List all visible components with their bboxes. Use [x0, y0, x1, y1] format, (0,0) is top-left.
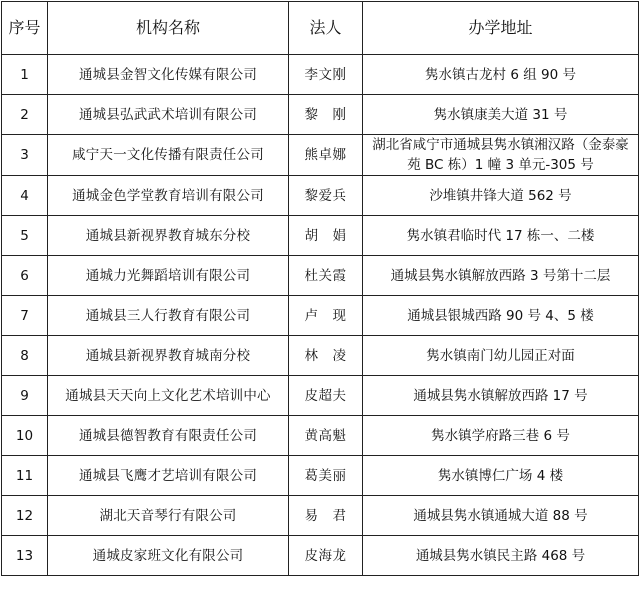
- header-serial-number: 序号: [2, 2, 48, 55]
- table-row: [2, 296, 639, 336]
- cell-address: 隽水镇南门幼儿园正对面: [363, 336, 639, 376]
- cell-institution-name: 通城县飞鹰才艺培训有限公司: [48, 456, 289, 496]
- cell-serial-number: 10: [2, 416, 48, 456]
- cell-serial-number: 6: [2, 256, 48, 296]
- cell-address: 隽水镇博仁广场 4 楼: [363, 456, 639, 496]
- cell-legal-person: 胡 娟: [289, 216, 363, 256]
- cell-institution-name: 咸宁天一文化传播有限责任公司: [48, 135, 289, 176]
- cell-address: 通城县隽水镇解放西路 17 号: [363, 376, 639, 416]
- cell-institution-name: 通城县金智文化传媒有限公司: [48, 55, 289, 95]
- table-row: [2, 376, 639, 416]
- header-legal-person: 法人: [289, 2, 363, 55]
- cell-legal-person: 黎爱兵: [289, 176, 363, 216]
- cell-serial-number: 5: [2, 216, 48, 256]
- cell-address: 通城县隽水镇民主路 468 号: [363, 536, 639, 576]
- table-row: [2, 256, 639, 296]
- table-row: [2, 216, 639, 256]
- header-institution-name: 机构名称: [48, 2, 289, 55]
- cell-address: 隽水镇学府路三巷 6 号: [363, 416, 639, 456]
- cell-institution-name: 通城县新视界教育城南分校: [48, 336, 289, 376]
- cell-institution-name: 通城金色学堂教育培训有限公司: [48, 176, 289, 216]
- table-row: [2, 416, 639, 456]
- institution-table: [1, 1, 639, 576]
- cell-address: 隽水镇古龙村 6 组 90 号: [363, 55, 639, 95]
- table-row: [2, 456, 639, 496]
- cell-institution-name: 通城县德智教育有限责任公司: [48, 416, 289, 456]
- cell-serial-number: 2: [2, 95, 48, 135]
- cell-legal-person: 卢 现: [289, 296, 363, 336]
- cell-address: 通城县隽水镇通城大道 88 号: [363, 496, 639, 536]
- cell-legal-person: 葛美丽: [289, 456, 363, 496]
- cell-serial-number: 7: [2, 296, 48, 336]
- cell-legal-person: 杜关霞: [289, 256, 363, 296]
- cell-legal-person: 易 君: [289, 496, 363, 536]
- cell-institution-name: 通城县三人行教育有限公司: [48, 296, 289, 336]
- cell-legal-person: 皮海龙: [289, 536, 363, 576]
- cell-address: 沙堆镇井锋大道 562 号: [363, 176, 639, 216]
- cell-address: 湖北省咸宁市通城县隽水镇湘汉路（金泰豪苑 BC 栋）1 幢 3 单元-305 号: [363, 135, 639, 176]
- cell-serial-number: 4: [2, 176, 48, 216]
- cell-legal-person: 李文刚: [289, 55, 363, 95]
- cell-address: 隽水镇君临时代 17 栋一、二楼: [363, 216, 639, 256]
- cell-address: 隽水镇康美大道 31 号: [363, 95, 639, 135]
- cell-address: 通城县银城西路 90 号 4、5 楼: [363, 296, 639, 336]
- cell-address: 通城县隽水镇解放西路 3 号第十二层: [363, 256, 639, 296]
- header-address: 办学地址: [363, 2, 639, 55]
- table-row: [2, 536, 639, 576]
- table-row: [2, 176, 639, 216]
- table-body: [2, 55, 639, 576]
- cell-serial-number: 9: [2, 376, 48, 416]
- cell-serial-number: 3: [2, 135, 48, 176]
- cell-serial-number: 8: [2, 336, 48, 376]
- cell-legal-person: 黎 刚: [289, 95, 363, 135]
- cell-serial-number: 11: [2, 456, 48, 496]
- cell-institution-name: 通城皮家班文化有限公司: [48, 536, 289, 576]
- table-row: [2, 55, 639, 95]
- cell-legal-person: 皮超夫: [289, 376, 363, 416]
- cell-legal-person: 林 凌: [289, 336, 363, 376]
- table-row: [2, 95, 639, 135]
- table-row: [2, 496, 639, 536]
- cell-institution-name: 通城力光舞蹈培训有限公司: [48, 256, 289, 296]
- cell-institution-name: 通城县天天向上文化艺术培训中心: [48, 376, 289, 416]
- cell-serial-number: 13: [2, 536, 48, 576]
- table-row: [2, 336, 639, 376]
- header-row: [2, 2, 639, 55]
- table-row: [2, 135, 639, 176]
- cell-institution-name: 湖北天音琴行有限公司: [48, 496, 289, 536]
- cell-legal-person: 熊卓娜: [289, 135, 363, 176]
- cell-serial-number: 1: [2, 55, 48, 95]
- cell-serial-number: 12: [2, 496, 48, 536]
- cell-institution-name: 通城县弘武武术培训有限公司: [48, 95, 289, 135]
- cell-legal-person: 黄高魁: [289, 416, 363, 456]
- cell-institution-name: 通城县新视界教育城东分校: [48, 216, 289, 256]
